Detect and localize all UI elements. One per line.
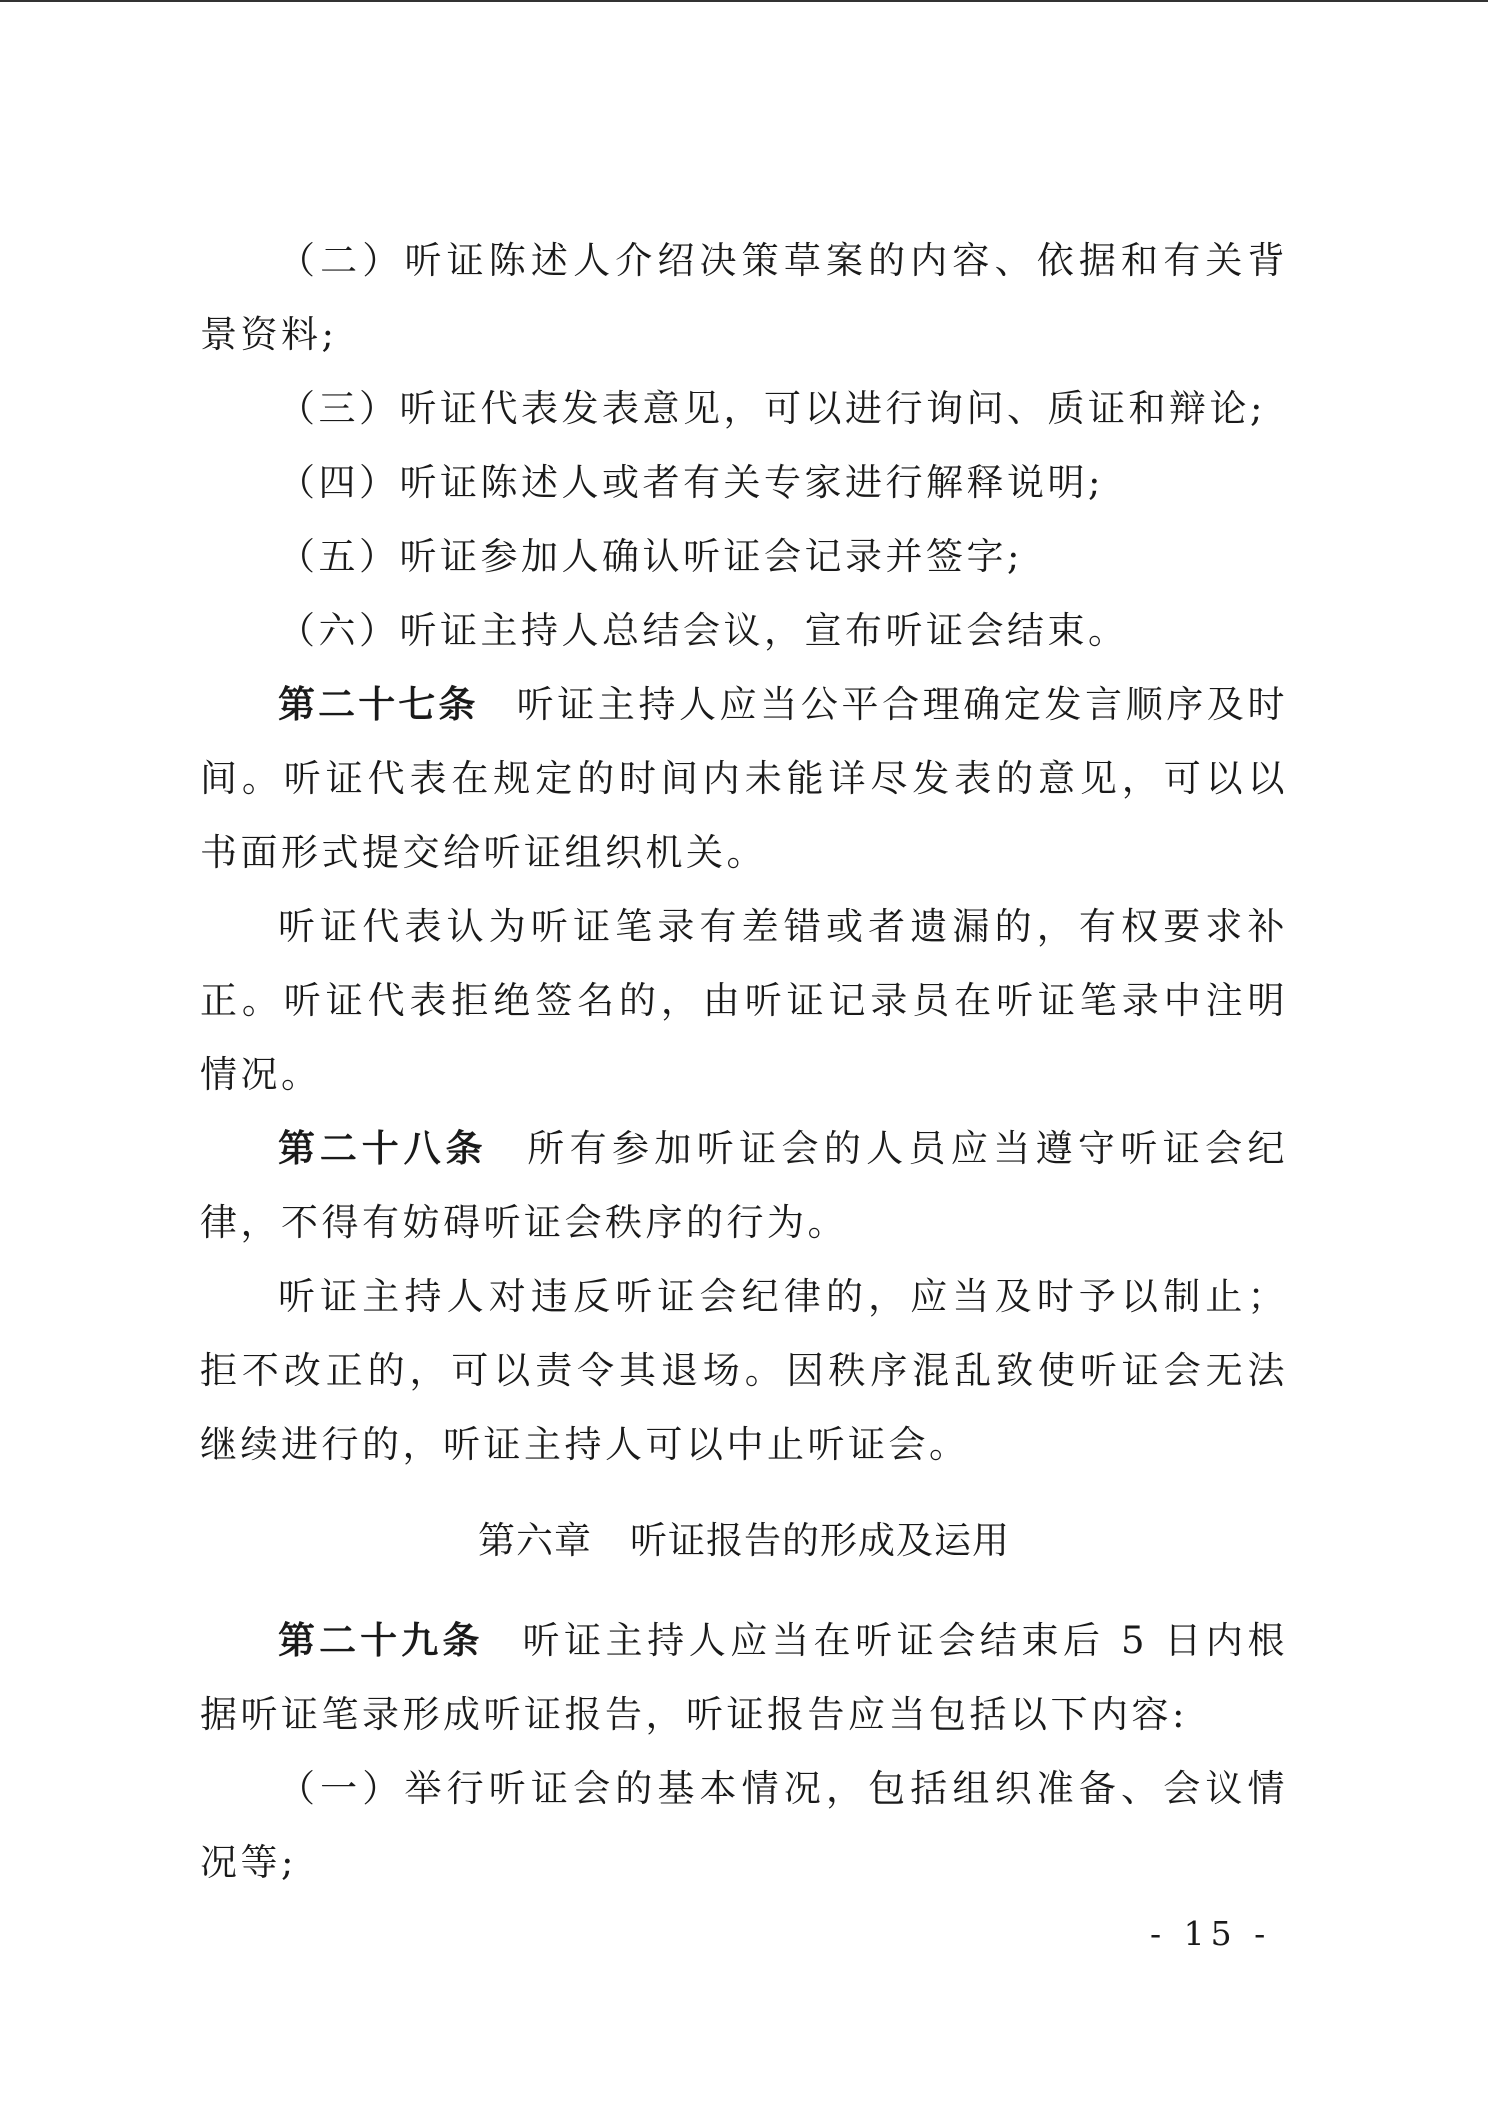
chapter-heading [200, 1504, 1288, 1578]
chapter-number: 第六章 [478, 1519, 592, 1562]
list-item: （二）听证陈述人介绍决策草案的内容、依据和有关背景资料; [200, 239, 1288, 356]
article-28-number: 第二十八条 [278, 1127, 488, 1170]
article-28 [200, 1112, 1288, 1260]
article-27-paragraph-2: 听证代表认为听证笔录有差错或者遗漏的，有权要求补正。听证代表拒绝签名的，由听证记录员在听证笔录中注明情况。 [200, 905, 1288, 1096]
chapter-title: 听证报告的形成及运用 [630, 1519, 1010, 1562]
page-content [200, 224, 1288, 1900]
article-29 [200, 1604, 1288, 1752]
list-item: （三）听证代表发表意见，可以进行询问、质证和辩论; [278, 387, 1266, 430]
article-27-text: 听证主持人应当公平合理确定发言顺序及时间。听证代表在规定的时间内未能详尽发表的意见，可以以书面形式提交给听证组织机关。 [200, 683, 1289, 874]
article-29-number: 第二十九条 [278, 1619, 484, 1662]
list-item: （四）听证陈述人或者有关专家进行解释说明; [278, 461, 1104, 504]
article-28-text: 所有参加听证会的人员应当遵守听证会纪律，不得有妨碍听证会秩序的行为。 [200, 1127, 1289, 1244]
list-item: （五）听证参加人确认听证会记录并签字; [278, 535, 1023, 578]
article-29-text: 听证主持人应当在听证会结束后 5 日内根据听证笔录形成听证报告，听证报告应当包括以下内容: [200, 1619, 1289, 1736]
article-27-number: 第二十七条 [278, 683, 479, 726]
article-27 [200, 668, 1288, 890]
page-number: - 15 - [1150, 1914, 1272, 1953]
list-item: （六）听证主持人总结会议，宣布听证会结束。 [278, 609, 1129, 652]
article-28-paragraph-2: 听证主持人对违反听证会纪律的，应当及时予以制止；拒不改正的，可以责令其退场。因秩序混乱致使听证会无法继续进行的，听证主持人可以中止听证会。 [200, 1275, 1288, 1466]
list-item: （一）举行听证会的基本情况，包括组织准备、会议情况等; [200, 1767, 1288, 1884]
